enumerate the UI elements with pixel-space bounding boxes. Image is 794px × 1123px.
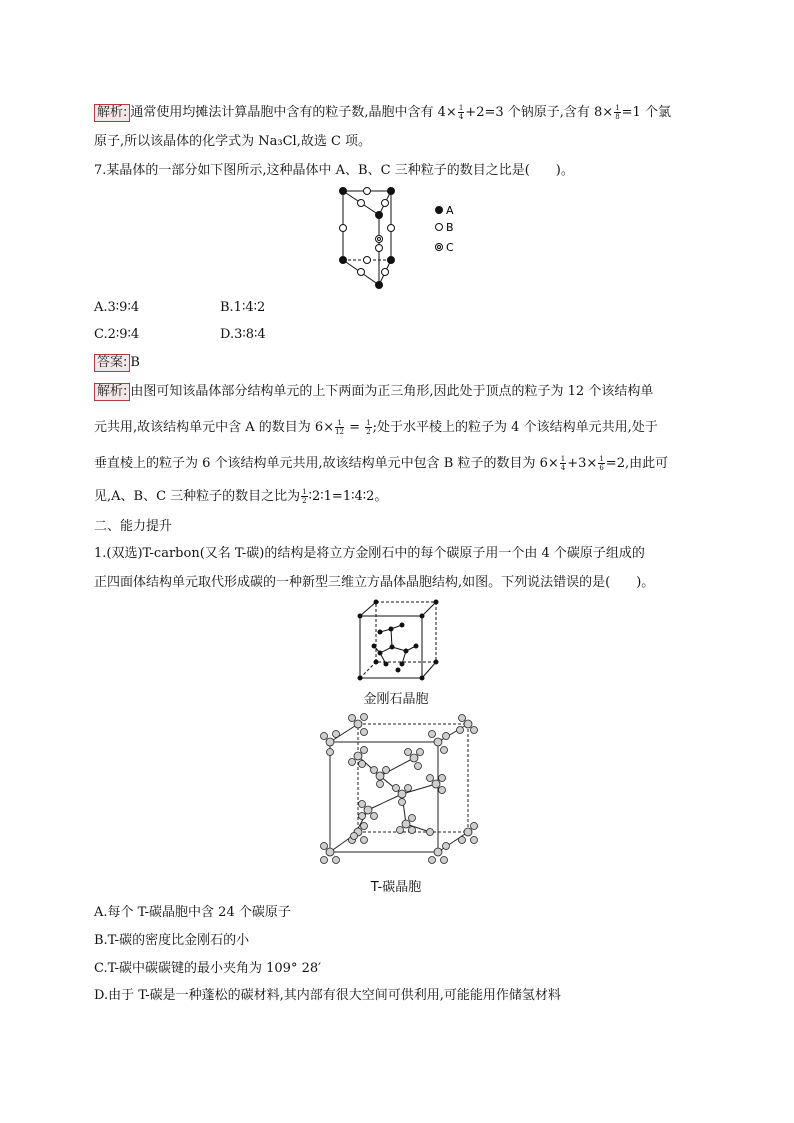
option-c: C.T-碳中碳碳键的最小夹角为 109° 28′ bbox=[94, 961, 322, 976]
fraction: $\frac{1}{2}$ bbox=[302, 488, 307, 505]
figure-caption-t-carbon: T-碳晶胞 bbox=[370, 880, 422, 895]
explanation-line: 元共用,故该结构单元中含 A 的数目为 6× $\frac{1}{12}$ = $\frac{1}{2}$ ;处于水平棱上的粒子为 4 个该结构单元共用,处于 bbox=[94, 419, 658, 436]
option-c: C.2∶9∶4 bbox=[94, 327, 140, 342]
explanation-line: 原子,所以该晶体的化学式为 Na₃Cl,故选 C 项。 bbox=[94, 134, 372, 149]
fraction: $\frac{1}{12}$ bbox=[335, 419, 345, 436]
answer-tag: 答案: bbox=[94, 354, 130, 372]
explanation-line: 解析: 由图可知该晶体部分结构单元的上下两面为正三角形,因此处于顶点的粒子为 12 个该结构单 bbox=[94, 383, 653, 401]
explanation-tag: 解析: bbox=[94, 383, 130, 401]
question-stem: 1.(双选)T-carbon(又名 T-碳)的结构是将立方金刚石中的每个碳原子用一个由 4 个碳原子组成的 bbox=[94, 546, 645, 561]
answer-line bbox=[94, 354, 140, 372]
question-stem: 7.某晶体的一部分如下图所示,这种晶体中 A、B、C 三种粒子的数目之比是( )。 bbox=[94, 163, 574, 178]
question-stem: 正四面体结构单元取代形成碳的一种新型三维立方晶体晶胞结构,如图。下列说法错误的是( )。 bbox=[94, 575, 655, 590]
explanation-line: 垂直棱上的粒子为 6 个该结构单元共用,故该结构单元中包含 B 粒子的数目为 6× $\frac{1}{4}$ +3× $\frac{1}{6}$ =2,由此可 bbox=[94, 455, 669, 472]
legend-c: C bbox=[446, 241, 454, 254]
t-carbon-unit-cell-figure bbox=[318, 712, 478, 870]
legend-a: A bbox=[446, 204, 454, 217]
section-heading: 二、能力提升 bbox=[94, 519, 173, 534]
explanation-line: 解析: 通常使用均摊法计算晶胞中含有的粒子数,晶胞中含有 4× $\frac{1}{4}$ +2=3 个钠原子,含有 8× $\frac{1}{8}$ =1 个氯 bbox=[94, 104, 671, 122]
option-b: B.1∶4∶2 bbox=[220, 300, 266, 315]
option-d: D.3∶8∶4 bbox=[220, 327, 266, 342]
fraction: $\frac{1}{4}$ bbox=[458, 104, 464, 121]
fraction: $\frac{1}{4}$ bbox=[560, 455, 566, 472]
fraction: $\frac{1}{8}$ bbox=[615, 104, 620, 121]
explanation-line: 见,A、B、C 三种粒子的数目之比为 $\frac{1}{2}$ ∶2∶1=1∶4∶2。 bbox=[94, 488, 388, 505]
diamond-unit-cell-figure bbox=[350, 598, 440, 683]
fraction: $\frac{1}{6}$ bbox=[599, 455, 604, 472]
fraction: $\frac{1}{2}$ bbox=[366, 419, 371, 436]
answer-value: B bbox=[130, 355, 140, 370]
legend-b: B bbox=[446, 221, 454, 234]
explanation-tag: 解析: bbox=[94, 104, 130, 122]
figure-caption-diamond: 金刚石晶胞 bbox=[363, 692, 429, 707]
option-a: A.3∶9∶4 bbox=[94, 300, 140, 315]
option-b: B.T-碳的密度比金刚石的小 bbox=[94, 933, 250, 948]
option-a: A.每个 T-碳晶胞中含 24 个碳原子 bbox=[94, 905, 291, 920]
prism-structure-figure bbox=[330, 185, 470, 290]
option-d: D.由于 T-碳是一种蓬松的碳材料,其内部有很大空间可供利用,可能能用作储氢材料 bbox=[94, 988, 561, 1003]
